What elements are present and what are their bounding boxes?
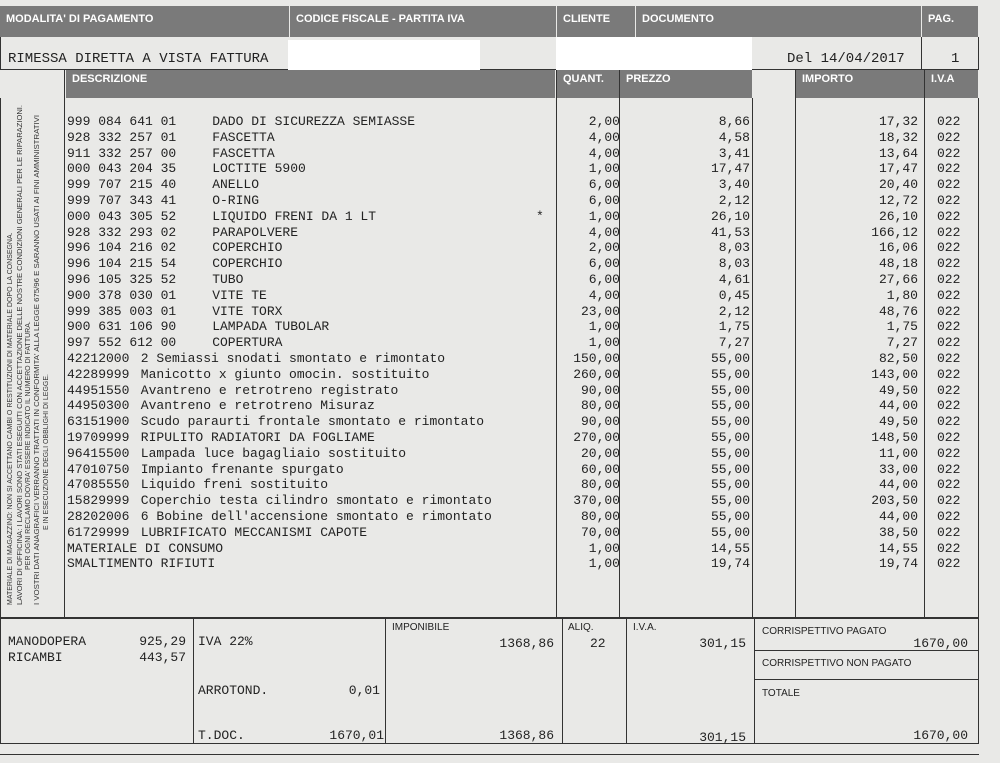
item-price: 3,41 xyxy=(718,145,750,161)
item-quantity: 6,00 xyxy=(588,272,620,287)
header-modalita xyxy=(0,6,289,37)
item-quantity: 1,00 xyxy=(588,208,620,224)
item-iva: 022 xyxy=(937,366,961,382)
item-quantity: 2,00 xyxy=(588,114,620,129)
item-code: 28202006 xyxy=(67,509,130,524)
items-list xyxy=(0,114,1000,574)
item-amount: 20,40 xyxy=(878,177,918,193)
table-row xyxy=(0,256,1000,272)
ricambi-label: RICAMBI xyxy=(8,650,63,665)
item-quantity: 6,00 xyxy=(588,256,620,272)
item-price: 26,10 xyxy=(710,208,750,224)
corr-pagato-value: 1670,00 xyxy=(913,636,968,651)
item-mark: * xyxy=(536,208,544,224)
item-amount: 33,00 xyxy=(878,461,918,477)
totals-divider-3 xyxy=(562,618,563,744)
item-iva: 022 xyxy=(937,114,961,129)
item-quantity: 1,00 xyxy=(588,335,620,351)
item-code: 997 552 612 00 xyxy=(67,335,177,351)
table-row xyxy=(0,446,1000,462)
side-note-3: PER OGNI RECLAMO DOVRA' ESSERE INDICATO IL NUMERO DI FATTURA. xyxy=(25,321,32,570)
manodopera-label: MANODOPERA xyxy=(8,634,87,649)
item-amount: 17,32 xyxy=(878,114,918,129)
item-price: 0,45 xyxy=(718,287,750,303)
table-row xyxy=(0,288,1000,304)
item-description: VITE TORX xyxy=(181,303,283,319)
arrotond-label: ARROTOND. xyxy=(198,683,269,698)
item-description: MATERIALE DI CONSUMO xyxy=(67,540,224,556)
item-code: 928 332 257 01 xyxy=(67,129,177,145)
table-row xyxy=(0,114,1000,130)
imponibile-total: 1368,86 xyxy=(499,728,554,743)
corr-non-pagato-label: CORRISPETTIVO NON PAGATO xyxy=(762,658,912,669)
item-amount: 13,64 xyxy=(878,145,918,161)
item-description: RIPULITO RADIATORI DA FOGLIAME xyxy=(133,430,375,445)
item-description: ANELLO xyxy=(181,177,260,193)
item-code: 19709999 xyxy=(67,430,130,445)
item-quantity: 4,00 xyxy=(588,287,620,303)
item-quantity: 1,00 xyxy=(588,319,620,335)
quantita-label: QUANT. xyxy=(563,73,604,85)
col-iva xyxy=(925,70,978,98)
item-code: 000 043 305 52 xyxy=(67,208,177,224)
item-iva: 022 xyxy=(937,145,961,161)
table-row xyxy=(0,430,1000,446)
table-row xyxy=(0,130,1000,146)
item-code: 42289999 xyxy=(67,366,130,382)
item-iva: 022 xyxy=(937,509,961,524)
item-amount: 12,72 xyxy=(878,193,918,208)
item-iva: 022 xyxy=(937,477,961,493)
arrotond-value: 0,01 xyxy=(348,683,380,698)
item-iva: 022 xyxy=(937,524,961,540)
item-description: Avantreno e retrotreno Misuraz xyxy=(133,398,375,414)
item-code: 996 104 215 54 xyxy=(67,256,177,272)
side-note-1: MATERIALE DI MAGAZZINO: NON SI ACCETTANO CAMBI O RESTITUZIONI DI MATERIALE DOPO LA CONSEGNA. xyxy=(7,232,14,605)
cliente-redacted xyxy=(556,37,752,71)
item-amount: 27,66 xyxy=(878,272,918,287)
item-description: Coperchio testa cilindro smontato e rimontato xyxy=(133,493,492,509)
item-iva: 022 xyxy=(937,319,961,335)
table-row xyxy=(0,398,1000,414)
table-row xyxy=(0,177,1000,193)
item-description: LAMPADA TUBOLAR xyxy=(181,319,330,335)
item-quantity: 6,00 xyxy=(588,177,620,193)
item-quantity: 4,00 xyxy=(588,129,620,145)
item-price: 1,75 xyxy=(718,319,750,335)
item-iva: 022 xyxy=(937,382,961,398)
manodopera-value: 925,29 xyxy=(139,634,186,649)
item-amount: 7,27 xyxy=(886,335,918,351)
item-code: 47010750 xyxy=(67,461,130,477)
iva-amount-total: 301,15 xyxy=(699,730,746,745)
item-iva: 022 xyxy=(937,208,961,224)
col-importo xyxy=(796,70,924,98)
item-quantity: 1,00 xyxy=(588,556,620,572)
table-row xyxy=(0,161,1000,177)
item-code: 911 332 257 00 xyxy=(67,145,177,161)
item-amount: 44,00 xyxy=(878,398,918,414)
item-description: 2 Semiassi snodati smontato e rimontato xyxy=(133,351,446,366)
item-iva: 022 xyxy=(937,256,961,272)
table-row xyxy=(0,272,1000,288)
page-number: 1 xyxy=(951,51,960,67)
item-price: 2,12 xyxy=(718,303,750,319)
item-iva: 022 xyxy=(937,414,961,430)
tdoc-label: T.DOC. xyxy=(198,728,245,743)
item-description: Liquido freni sostituito xyxy=(133,477,329,493)
side-note-5: E IN ESECUZIONE DEGLI OBBLIGHI DI LEGGE. xyxy=(43,374,50,530)
aliq-value: 22 xyxy=(590,636,606,651)
item-description: LUBRIFICATO MECCANISMI CAPOTE xyxy=(133,524,368,540)
item-price: 2,12 xyxy=(718,193,750,208)
item-amount: 148,50 xyxy=(871,430,918,445)
item-iva: 022 xyxy=(937,177,961,193)
item-price: 4,61 xyxy=(718,272,750,287)
bottom-edge xyxy=(0,754,979,755)
header-documento xyxy=(636,6,921,37)
cliente-label: CLIENTE xyxy=(563,13,611,25)
item-description: Lampada luce bagagliaio sostituito xyxy=(133,445,407,461)
item-amount: 82,50 xyxy=(878,351,918,366)
item-price: 55,00 xyxy=(710,382,750,398)
item-price: 55,00 xyxy=(710,477,750,493)
item-code: 44950300 xyxy=(67,398,130,414)
table-row xyxy=(0,383,1000,399)
modalita-label: MODALITA' DI PAGAMENTO xyxy=(6,13,154,25)
payment-method: RIMESSA DIRETTA A VISTA FATTURA xyxy=(8,51,269,67)
item-amount: 17,47 xyxy=(878,161,918,177)
ricambi-value: 443,57 xyxy=(139,650,186,665)
item-amount: 38,50 xyxy=(878,524,918,540)
item-quantity: 80,00 xyxy=(580,509,620,524)
item-quantity: 260,00 xyxy=(573,366,620,382)
item-amount: 49,50 xyxy=(878,382,918,398)
col-descrizione xyxy=(66,70,555,98)
table-row xyxy=(0,556,1000,572)
item-description: COPERCHIO xyxy=(181,256,283,272)
item-price: 8,03 xyxy=(718,240,750,256)
table-row xyxy=(0,493,1000,509)
item-quantity: 70,00 xyxy=(580,524,620,540)
descrizione-label: DESCRIZIONE xyxy=(72,73,148,85)
item-description: VITE TE xyxy=(181,287,267,303)
item-description: FASCETTA xyxy=(181,129,275,145)
corr-pagato-label: CORRISPETTIVO PAGATO xyxy=(762,626,887,637)
item-iva: 022 xyxy=(937,493,961,509)
item-iva: 022 xyxy=(937,556,961,572)
item-description: DADO DI SICUREZZA SEMIASSE xyxy=(181,114,416,129)
item-code: 15829999 xyxy=(67,493,130,509)
totals-divider-5 xyxy=(754,618,755,744)
item-code: 999 084 641 01 xyxy=(67,114,177,129)
imponibile-value: 1368,86 xyxy=(499,636,554,651)
item-iva: 022 xyxy=(937,161,961,177)
item-description: Scudo paraurti frontale smontato e rimontato xyxy=(133,414,485,430)
item-description: Manicotto x giunto omocin. sostituito xyxy=(133,366,430,382)
item-code: 900 631 106 90 xyxy=(67,319,177,335)
table-row xyxy=(0,193,1000,209)
item-amount: 18,32 xyxy=(878,129,918,145)
item-iva: 022 xyxy=(937,303,961,319)
info-divider-pag xyxy=(921,37,922,70)
item-description: COPERTURA xyxy=(181,335,283,351)
header-cliente xyxy=(557,6,635,37)
item-amount: 48,76 xyxy=(878,303,918,319)
item-quantity: 20,00 xyxy=(580,445,620,461)
table-row xyxy=(0,541,1000,557)
item-code: 900 378 030 01 xyxy=(67,287,177,303)
item-quantity: 1,00 xyxy=(588,540,620,556)
pag-label: PAG. xyxy=(928,13,955,25)
prezzo-label: PREZZO xyxy=(626,73,671,85)
table-row xyxy=(0,225,1000,241)
item-price: 3,40 xyxy=(718,177,750,193)
item-description: 6 Bobine dell'accensione smontato e rimontato xyxy=(133,509,492,524)
item-description: SMALTIMENTO RIFIUTI xyxy=(67,556,216,572)
item-amount: 1,80 xyxy=(886,287,918,303)
item-price: 55,00 xyxy=(710,430,750,445)
document-date: Del 14/04/2017 xyxy=(787,51,905,67)
item-code: 44951550 xyxy=(67,382,130,398)
totals-divider-2 xyxy=(385,618,386,744)
table-row xyxy=(0,525,1000,541)
item-quantity: 23,00 xyxy=(580,303,620,319)
item-code: 999 707 343 41 xyxy=(67,193,177,208)
item-iva: 022 xyxy=(937,335,961,351)
item-iva: 022 xyxy=(937,272,961,287)
item-amount: 166,12 xyxy=(871,224,918,240)
item-iva: 022 xyxy=(937,129,961,145)
item-code: 47085550 xyxy=(67,477,130,493)
item-price: 55,00 xyxy=(710,398,750,414)
table-row xyxy=(0,351,1000,367)
header-codice xyxy=(290,6,556,37)
item-price: 8,66 xyxy=(718,114,750,129)
item-amount: 143,00 xyxy=(871,366,918,382)
item-price: 17,47 xyxy=(710,161,750,177)
table-row xyxy=(0,304,1000,320)
item-quantity: 4,00 xyxy=(588,145,620,161)
item-quantity: 80,00 xyxy=(580,477,620,493)
item-price: 55,00 xyxy=(710,445,750,461)
tdoc-value: 1670,01 xyxy=(329,728,384,743)
side-note-4: I VOSTRI DATI ANAGRAFICI VERRANNO TRATTATI IN CONFORMITA' ALLA LEGGE 675/96 E SARANNO USATI AI FINI AMMINISTRATIVI xyxy=(34,165,41,605)
item-quantity: 2,00 xyxy=(588,240,620,256)
item-price: 14,55 xyxy=(710,540,750,556)
totals-divider-1 xyxy=(193,618,194,744)
item-code: 63151900 xyxy=(67,414,130,430)
item-iva: 022 xyxy=(937,445,961,461)
item-code: 96415500 xyxy=(67,445,130,461)
item-description: TUBO xyxy=(181,272,244,287)
table-row xyxy=(0,367,1000,383)
col-quantita xyxy=(557,70,619,98)
iva-label: I.V.A xyxy=(931,73,955,85)
totals-divider-4 xyxy=(626,618,627,744)
item-description: O-RING xyxy=(181,193,260,208)
item-iva: 022 xyxy=(937,287,961,303)
item-amount: 11,00 xyxy=(878,445,918,461)
table-row xyxy=(0,319,1000,335)
item-iva: 022 xyxy=(937,240,961,256)
iva-amount-label: I.V.A. xyxy=(633,622,657,633)
codice-label: CODICE FISCALE - PARTITA IVA xyxy=(296,13,465,25)
totals-hline-2 xyxy=(754,679,979,680)
iva-amount-value: 301,15 xyxy=(699,636,746,651)
item-price: 55,00 xyxy=(710,509,750,524)
table-row xyxy=(0,414,1000,430)
table-row xyxy=(0,240,1000,256)
aliq-label: ALIQ. xyxy=(568,622,594,633)
item-code: 996 105 325 52 xyxy=(67,272,177,287)
item-amount: 19,74 xyxy=(878,556,918,572)
item-price: 8,03 xyxy=(718,256,750,272)
item-quantity: 370,00 xyxy=(573,493,620,509)
totale-label: TOTALE xyxy=(762,688,800,699)
item-description: LIQUIDO FRENI DA 1 LT xyxy=(181,208,377,224)
item-iva: 022 xyxy=(937,430,961,445)
item-quantity: 6,00 xyxy=(588,193,620,208)
item-price: 55,00 xyxy=(710,366,750,382)
table-row xyxy=(0,462,1000,478)
item-price: 55,00 xyxy=(710,524,750,540)
item-iva: 022 xyxy=(937,224,961,240)
item-quantity: 80,00 xyxy=(580,398,620,414)
item-code: 999 385 003 01 xyxy=(67,303,177,319)
item-description: FASCETTA xyxy=(181,145,275,161)
item-code: 42212000 xyxy=(67,351,130,366)
item-amount: 14,55 xyxy=(878,540,918,556)
item-quantity: 90,00 xyxy=(580,382,620,398)
item-quantity: 150,00 xyxy=(573,351,620,366)
item-amount: 203,50 xyxy=(871,493,918,509)
item-iva: 022 xyxy=(937,193,961,208)
item-iva: 022 xyxy=(937,398,961,414)
item-code: 996 104 216 02 xyxy=(67,240,177,256)
col-prezzo xyxy=(620,70,752,98)
item-price: 19,74 xyxy=(710,556,750,572)
item-price: 7,27 xyxy=(718,335,750,351)
table-row xyxy=(0,477,1000,493)
item-code: 999 707 215 40 xyxy=(67,177,177,193)
item-price: 55,00 xyxy=(710,351,750,366)
item-description: Impianto frenante spurgato xyxy=(133,461,344,477)
item-quantity: 1,00 xyxy=(588,161,620,177)
item-quantity: 270,00 xyxy=(573,430,620,445)
item-iva: 022 xyxy=(937,351,961,366)
item-quantity: 60,00 xyxy=(580,461,620,477)
item-description: Avantreno e retrotreno registrato xyxy=(133,382,399,398)
table-row xyxy=(0,509,1000,525)
item-quantity: 90,00 xyxy=(580,414,620,430)
item-iva: 022 xyxy=(937,461,961,477)
totale-value: 1670,00 xyxy=(913,728,968,743)
item-description: COPERCHIO xyxy=(181,240,283,256)
item-code: 61729999 xyxy=(67,524,130,540)
item-code: 000 043 204 35 xyxy=(67,161,177,177)
item-iva: 022 xyxy=(937,540,961,556)
item-amount: 26,10 xyxy=(878,208,918,224)
table-row xyxy=(0,209,1000,225)
header-pag xyxy=(922,6,978,37)
item-price: 55,00 xyxy=(710,414,750,430)
importo-label: IMPORTO xyxy=(802,73,854,85)
item-price: 41,53 xyxy=(710,224,750,240)
item-amount: 44,00 xyxy=(878,509,918,524)
item-amount: 16,06 xyxy=(878,240,918,256)
iva-rate-label: IVA 22% xyxy=(198,634,253,649)
side-note-2: LAVORI DI OFFICINA: I LAVORI SONO STATI ESEGUITI CON ACCETTAZIONE DELLE NOSTRE CONDIZIONI GENERALI PER LE RIPARAZIONI. xyxy=(17,142,24,605)
item-price: 55,00 xyxy=(710,493,750,509)
codice-fiscale-redacted xyxy=(288,40,480,72)
documento-label: DOCUMENTO xyxy=(642,13,714,25)
item-description: LOCTITE 5900 xyxy=(181,161,306,177)
item-quantity: 4,00 xyxy=(588,224,620,240)
item-price: 55,00 xyxy=(710,461,750,477)
item-amount: 44,00 xyxy=(878,477,918,493)
table-row xyxy=(0,335,1000,351)
item-description: PARAPOLVERE xyxy=(181,224,299,240)
item-amount: 48,18 xyxy=(878,256,918,272)
table-row xyxy=(0,146,1000,162)
item-code: 928 332 293 02 xyxy=(67,224,177,240)
item-amount: 49,50 xyxy=(878,414,918,430)
imponibile-label: IMPONIBILE xyxy=(392,622,450,633)
item-amount: 1,75 xyxy=(886,319,918,335)
item-price: 4,58 xyxy=(718,129,750,145)
